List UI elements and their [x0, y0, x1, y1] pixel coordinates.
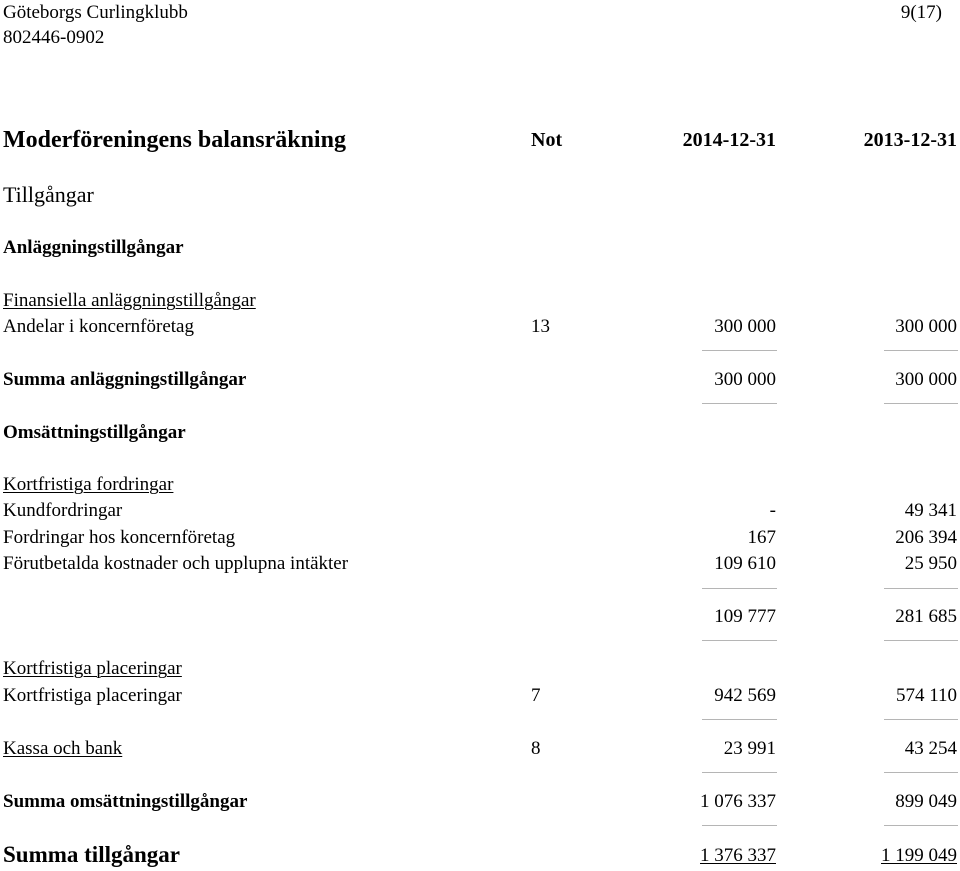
receivables-sum-current: 109 777 — [714, 606, 776, 627]
row-current-value: 167 — [747, 527, 776, 548]
divider — [884, 403, 958, 404]
row-previous-value: 206 394 — [895, 527, 957, 548]
current-assets-heading: Omsättningstillgångar — [3, 422, 186, 443]
row-previous-value: 25 950 — [904, 553, 957, 574]
row-label: Fordringar hos koncernföretag — [3, 527, 236, 548]
fixed-assets-heading: Anläggningstillgångar — [3, 237, 184, 258]
divider — [702, 588, 777, 589]
sum-fixed-assets-current: 300 000 — [714, 369, 776, 390]
divider — [702, 772, 777, 773]
row-previous-value: 300 000 — [895, 316, 957, 337]
divider — [884, 588, 958, 589]
investments-subheading: Kortfristiga placeringar — [3, 658, 182, 679]
row-label: Förutbetalda kostnader och upplupna intäkter — [3, 553, 349, 574]
page-number: 9(17) — [900, 2, 942, 23]
sum-fixed-assets-previous: 300 000 — [895, 369, 957, 390]
org-name: Göteborgs Curlingklubb — [3, 2, 188, 23]
column-note-header: Not — [531, 129, 563, 151]
row-current-value: - — [769, 500, 776, 521]
divider — [884, 825, 958, 826]
row-previous-value: 49 341 — [904, 500, 957, 521]
divider — [884, 640, 958, 641]
row-current-value: 300 000 — [714, 316, 776, 337]
divider — [702, 640, 777, 641]
receivables-sum-previous: 281 685 — [895, 606, 957, 627]
sum-current-assets-current: 1 076 337 — [700, 791, 776, 812]
row-previous-value: 574 110 — [895, 685, 957, 706]
divider — [884, 350, 958, 351]
divider — [702, 350, 777, 351]
total-assets-current: 1 376 337 — [700, 845, 776, 866]
divider — [702, 825, 777, 826]
divider — [884, 719, 958, 720]
divider — [884, 772, 958, 773]
row-label: Kassa och bank — [3, 738, 123, 759]
org-number: 802446-0902 — [3, 27, 105, 48]
sum-current-assets-label: Summa omsättningstillgångar — [3, 791, 248, 812]
divider — [702, 403, 777, 404]
row-note: 8 — [531, 738, 541, 759]
column-previous-year-header: 2013-12-31 — [863, 129, 957, 151]
row-label: Kortfristiga placeringar — [3, 685, 182, 706]
row-label: Andelar i koncernföretag — [3, 316, 194, 337]
row-current-value: 109 610 — [714, 553, 776, 574]
receivables-subheading: Kortfristiga fordringar — [3, 474, 174, 495]
sum-fixed-assets-label: Summa anläggningstillgångar — [3, 369, 247, 390]
total-assets-label: Summa tillgångar — [3, 842, 180, 867]
divider — [702, 719, 777, 720]
row-current-value: 23 991 — [723, 738, 776, 759]
page-title: Moderföreningens balansräkning — [3, 127, 346, 153]
financial-fixed-assets-subheading: Finansiella anläggningstillgångar — [3, 290, 256, 311]
row-note: 13 — [531, 316, 550, 337]
total-assets-previous: 1 199 049 — [881, 845, 957, 866]
row-label: Kundfordringar — [3, 500, 123, 521]
section-assets-heading: Tillgångar — [3, 182, 94, 207]
row-previous-value: 43 254 — [904, 738, 957, 759]
row-current-value: 942 569 — [714, 685, 776, 706]
row-note: 7 — [531, 685, 541, 706]
column-current-year-header: 2014-12-31 — [682, 129, 776, 151]
sum-current-assets-previous: 899 049 — [895, 791, 957, 812]
